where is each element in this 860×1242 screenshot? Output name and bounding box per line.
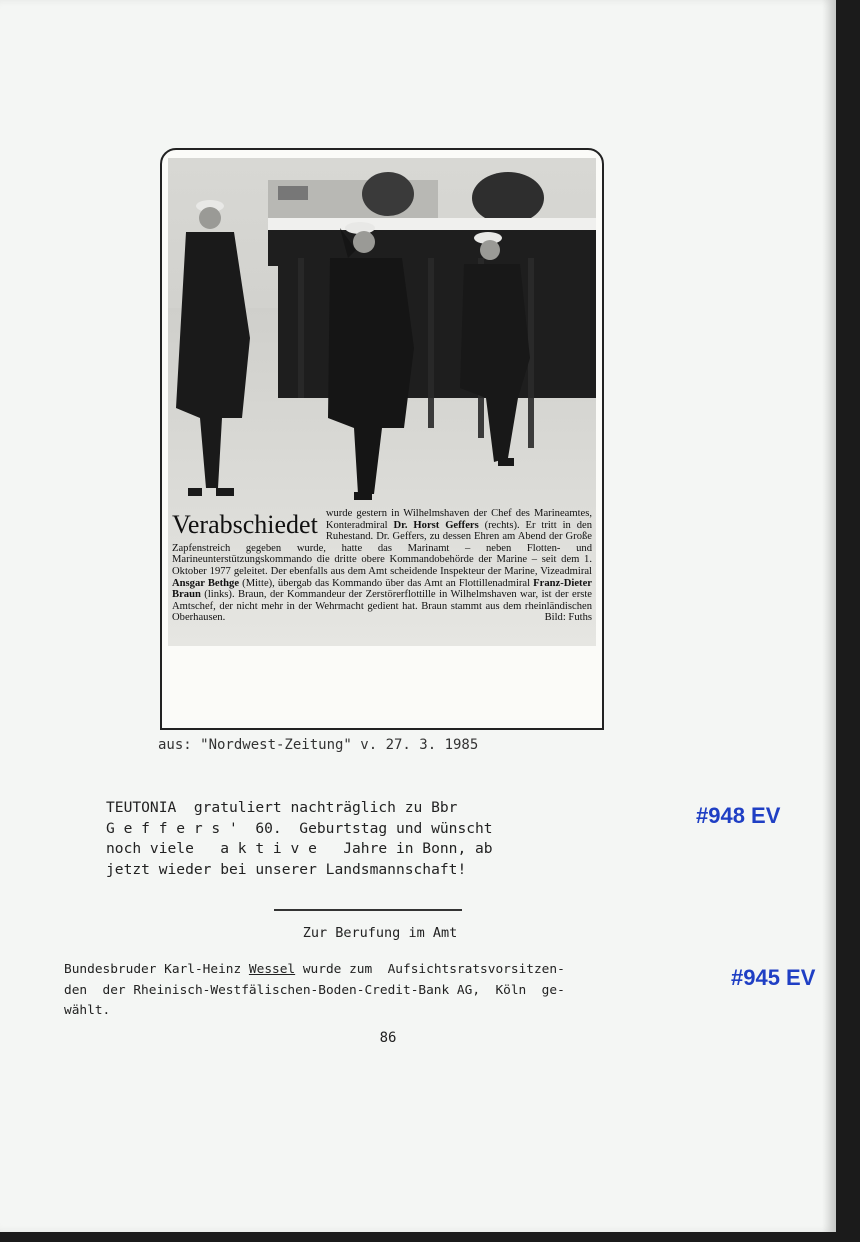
berufung-name: Wessel	[248, 962, 296, 977]
page-number: 86	[379, 1030, 397, 1046]
berufung-title: Zur Berufung im Amt	[302, 925, 458, 941]
divider-rule	[274, 909, 462, 911]
caption-name-bethge: Ansgar Bethge	[172, 577, 240, 589]
teutonia-paragraph	[106, 798, 493, 880]
berufung-line-2: den der Rheinisch-Westfälischen-Boden-Credit-Bank AG, Köln ge-	[64, 982, 565, 998]
berufung-paragraph	[64, 960, 720, 1022]
caption-text-5: (links). Braun, der Kommandeur der Zerstörerflottille in Wilhelmshaven war, ist der erste Amtschef, der nicht mehr in der Wehrmacht gedient hat. Braun stammt aus dem rheinländischen Oberhausen.	[172, 589, 592, 624]
annotation-tag-948: #948 EV	[696, 803, 781, 828]
source-line: aus: "Nordwest-Zeitung" v. 27. 3. 1985	[158, 737, 479, 753]
berufung-line-3: wählt.	[64, 1003, 111, 1018]
photo-credit: Bild: Fuths	[544, 612, 592, 624]
photo-caption	[172, 508, 592, 624]
caption-text-1: wurde gestern in Wilhelmshaven der Chef des Marineamtes,	[325, 508, 592, 519]
berufung-line-1-pre: Bundesbruder Karl-Heinz	[64, 962, 249, 977]
caption-name-braun: Franz-Dieter Braun	[172, 577, 592, 601]
caption-text-3: (rechts). Er tritt in den Ruhestand. Dr. Geffers, zu dessen Ehren am Abend der Große Zapfenstreich gegeben wurde, hatte das Marinamt – neben Flotten- und Marineunterstützungskommando die dritte obere Kommandobehörde der Marine – seit dem 1. Oktober 1977 geleitet. Der ebenfalls aus dem Amt scheidende Inspekteur der Marine, Vizeadmiral	[172, 519, 593, 577]
berufung-line-1-post: wurde zum Aufsichtsratsvorsitzen-	[295, 962, 565, 977]
teutonia-line-3: noch viele a k t i v e Jahre in Bonn, ab	[106, 840, 493, 857]
annotation-tag-945: #945 EV	[731, 965, 816, 990]
caption-text-4: (Mitte), übergab das Kommando über das Amt an Flottillenadmiral	[239, 577, 534, 589]
caption-name-geffers: Dr. Horst Geffers	[393, 519, 479, 531]
caption-headline: Verabschiedet	[172, 510, 318, 539]
teutonia-line-1: TEUTONIA gratuliert nachträglich zu Bbr	[106, 799, 458, 816]
caption-text-2: Konteradmiral	[325, 519, 394, 531]
teutonia-line-2: G e f f e r s ' 60. Geburtstag und wünscht	[106, 819, 493, 837]
teutonia-line-4: jetzt wieder bei unserer Landsmannschaft!	[106, 860, 467, 878]
newspaper-clipping	[160, 148, 604, 730]
